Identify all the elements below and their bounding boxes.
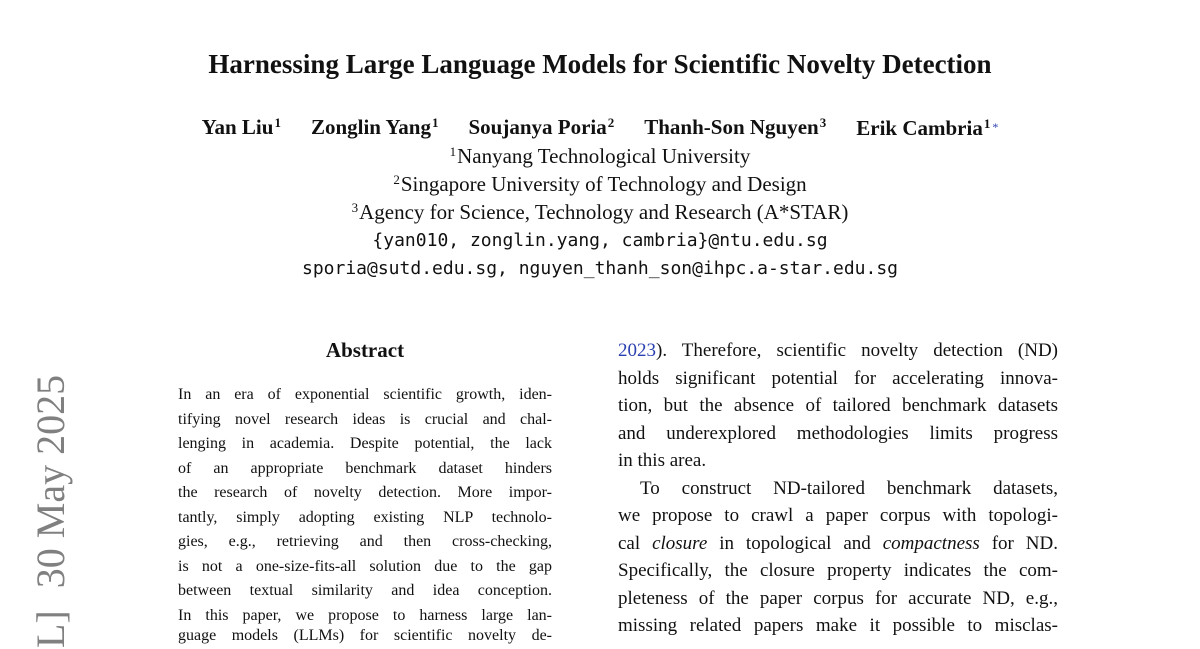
body-line: in this area. — [618, 450, 707, 471]
affiliation-1 — [0, 142, 1200, 170]
emphasis-compactness: compactness — [882, 532, 980, 554]
abstract-line: tifying novel research ideas is crucial and chal- — [178, 410, 552, 428]
body-line: we propose to crawl a paper corpus with topologi- — [618, 505, 1058, 526]
arxiv-date: 30 May 2025 — [28, 374, 73, 589]
body-text: cal — [618, 532, 653, 554]
abstract-line: In this paper, we propose to harness large lan- — [178, 606, 552, 624]
abstract-line: between textual similarity and idea conception. — [178, 582, 552, 599]
corresponding-author-link[interactable]: * — [992, 120, 999, 134]
emphasis-closure: closure — [652, 532, 708, 554]
abstract-line: lenging in academia. Despite potential, the lack — [178, 435, 552, 452]
author-4 — [644, 113, 826, 142]
body-line: and underexplored methodologies limits progress — [618, 422, 1058, 444]
author-1 — [202, 113, 281, 142]
author-list — [0, 113, 1200, 142]
author-2 — [311, 113, 439, 142]
affiliation-2 — [0, 170, 1200, 198]
affil-name: Agency for Science, Technology and Research (A*STAR) — [359, 200, 849, 224]
author-5 — [856, 113, 998, 142]
body-text: for ND. — [979, 532, 1058, 554]
abstract-line: gies, e.g., retrieving and then cross-checking, — [178, 533, 552, 550]
abstract-heading: Abstract — [325, 338, 405, 362]
body-line — [618, 337, 1058, 365]
author-affil-mark: 1 — [983, 116, 991, 131]
body-text: in topological and — [707, 532, 883, 554]
body-line: Specifically, the closure property indicates the com- — [618, 560, 1058, 581]
abstract-line: the research of novelty detection. More impor- — [178, 484, 552, 501]
abstract-line: of an appropriate benchmark dataset hinders — [178, 459, 552, 477]
affil-name: Singapore University of Technology and Design — [400, 172, 807, 196]
body-line: pleteness of the paper corpus for accurate ND, e.g., — [618, 587, 1058, 609]
abstract-line: tantly, simply adopting existing NLP technolo- — [178, 508, 552, 526]
affil-mark: 3 — [351, 200, 359, 215]
abstract-line: is not a one-size-fits-all solution due to the gap — [178, 557, 552, 575]
author-affil-mark: 3 — [819, 115, 827, 130]
arxiv-category-fragment: L] — [28, 610, 73, 648]
body-line — [618, 530, 1058, 558]
body-text: ). Therefore, scientific novelty detection (ND) — [656, 340, 1058, 361]
body-line: holds significant potential for accelerating innova- — [618, 367, 1058, 389]
author-name: Zonglin Yang — [310, 115, 431, 139]
email-line-1: {yan010, zonglin.yang, cambria}@ntu.edu.sg — [372, 230, 828, 251]
author-name: Thanh-Son Nguyen — [644, 115, 819, 139]
body-line: tion, but the absence of tailored benchmark datasets — [618, 395, 1058, 416]
arxiv-side-stamp — [26, 228, 76, 648]
author-affil-mark: 1 — [431, 115, 439, 130]
body-line: missing related papers make it possible to misclas- — [618, 615, 1058, 636]
author-name: Erik Cambria — [856, 116, 983, 140]
citation-link[interactable]: 2023 — [618, 340, 656, 361]
author-name: Soujanya Poria — [468, 115, 607, 139]
author-name: Yan Liu — [201, 115, 274, 139]
body-line: To construct ND-tailored benchmark datasets, — [640, 477, 1058, 499]
affil-name: Nanyang Technological University — [457, 144, 751, 168]
affil-mark: 1 — [449, 144, 457, 159]
affiliation-3 — [0, 198, 1200, 226]
author-affil-mark: 1 — [274, 115, 281, 130]
email-line-2: sporia@sutd.edu.sg, nguyen_thanh_son@ihpc.a-star.edu.sg — [301, 258, 899, 279]
author-3 — [468, 113, 614, 142]
paper-title: Harnessing Large Language Models for Scientific Novelty Detection — [208, 49, 992, 79]
abstract-line: guage models (LLMs) for scientific novelty de- — [178, 627, 552, 644]
abstract-line: In an era of exponential scientific growth, iden- — [178, 386, 552, 403]
affil-mark: 2 — [393, 172, 400, 187]
author-affil-mark: 2 — [607, 115, 615, 130]
